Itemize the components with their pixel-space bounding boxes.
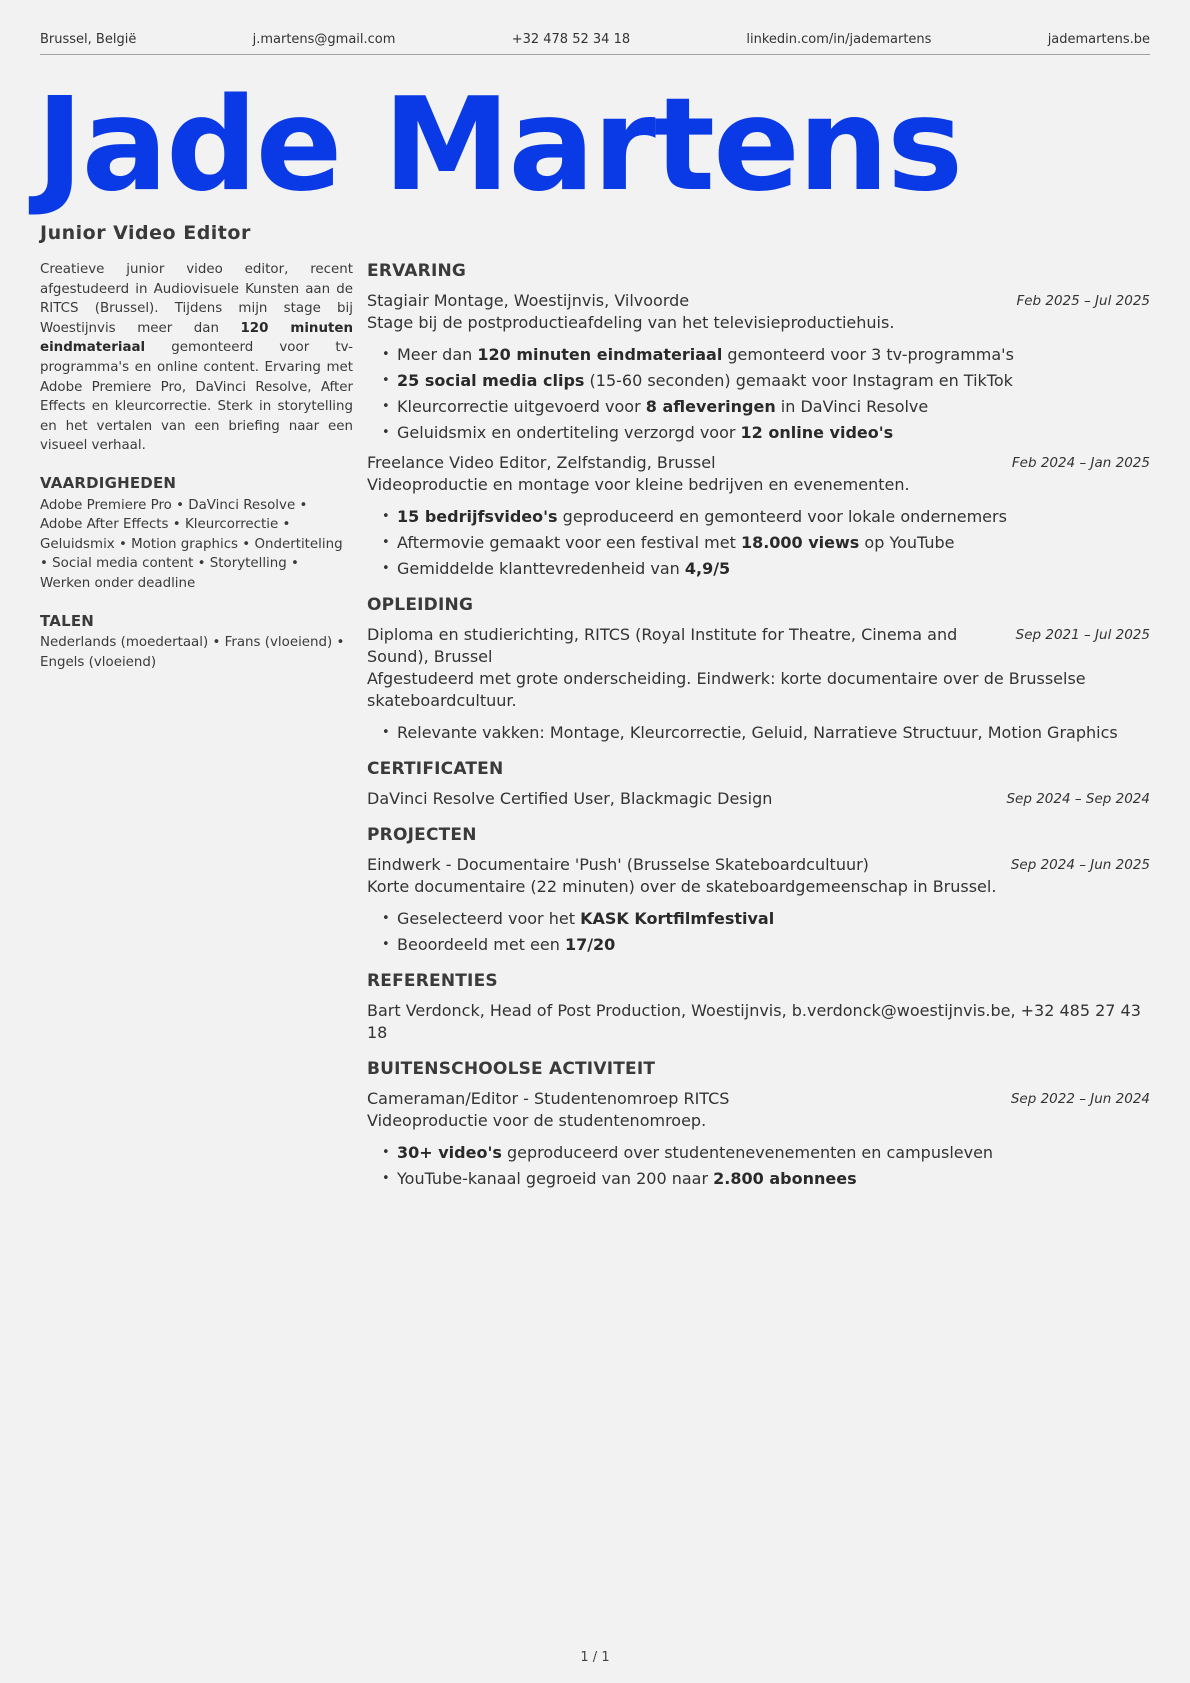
experience-heading: ERVARING — [367, 261, 467, 281]
skills-heading: VAARDIGHEDEN — [40, 473, 177, 492]
entry-title: Stagiair Montage, Woestijnvis, Vilvoorde — [367, 291, 690, 310]
extracurricular-heading: BUITENSCHOOLSE ACTIVITEIT — [367, 1059, 656, 1079]
extracurricular-section — [367, 1058, 1150, 1190]
skills-list: Adobe Premiere Pro • DaVinci Resolve • Adobe After Effects • Kleurcorrectie • Geluidsmix • Motion graphics • Ondertiteling • Social media content • Storytelling • Werken onder deadline — [40, 497, 343, 591]
references-section — [367, 970, 1150, 1044]
contact-website[interactable]: jademartens.be — [1047, 32, 1150, 47]
bullet-item: • Gemiddelde klanttevredenheid van 4,9/5 — [397, 558, 1150, 580]
bullet-item: • Beoordeeld met een 17/20 — [397, 934, 1150, 956]
entry-date: Sep 2021 – Jul 2025 — [1015, 627, 1150, 643]
entry-description: Afgestudeerd met grote onderscheiding. Eindwerk: korte documentaire over de Brusselse skateboardcultuur. — [367, 669, 1086, 710]
bullet-item: • Relevante vakken: Montage, Kleurcorrectie, Geluid, Narratieve Structuur, Motion Graphics — [397, 722, 1150, 744]
summary: Creatieve junior video editor, recent afgestudeerd in Audiovisuele Kunsten aan de RITCS (Brussel). Tijdens mijn stage bij Woestijnvis meer dan 120 minuten eindmateriaal gemonteerd voor tv-programma's en online content. Ervaring met Adobe Premiere Pro, DaVinci Resolve, After Effects en kleurcorrectie. Sterk in storytelling en het vertalen van een briefing naar een visueel verhaal. — [40, 262, 353, 454]
bullet-item: • 30+ video's geproduceerd over studentenevenementen en campusleven — [397, 1142, 1150, 1164]
bullet-item: • Geluidsmix en ondertiteling verzorgd voor 12 online video's — [397, 422, 1150, 444]
contact-linkedin[interactable]: linkedin.com/in/jademartens — [746, 32, 932, 47]
entry-date: Feb 2025 – Jul 2025 — [1016, 293, 1150, 309]
entry-description: Videoproductie voor de studentenomroep. — [367, 1111, 707, 1130]
projects-heading: PROJECTEN — [367, 825, 477, 845]
contact-location: Brussel, België — [40, 32, 137, 47]
bullet-item: • 15 bedrijfsvideo's geproduceerd en gemonteerd voor lokale ondernemers — [397, 506, 1150, 528]
certificates-section — [367, 758, 1150, 810]
bullet-item: • Geselecteerd voor het KASK Kortfilmfestival — [397, 908, 1150, 930]
reference-text: Bart Verdonck, Head of Post Production, Woestijnvis, b.verdonck@woestijnvis.be, +32 485 27 43 18 — [367, 1001, 1141, 1042]
entry-title: DaVinci Resolve Certified User, Blackmagic Design — [367, 789, 773, 808]
entry-date: Sep 2024 – Jun 2025 — [1010, 857, 1150, 873]
entry-description: Korte documentaire (22 minuten) over de skateboardgemeenschap in Brussel. — [367, 877, 997, 896]
left-column — [40, 260, 353, 672]
bullet-item: • YouTube-kanaal gegroeid van 200 naar 2.800 abonnees — [397, 1168, 1150, 1190]
experience-section — [367, 260, 1150, 580]
page-number: 1 / 1 — [580, 1650, 610, 1665]
experience-entry — [367, 452, 1150, 580]
contact-phone[interactable]: +32 478 52 34 18 — [511, 32, 631, 47]
entry-title: Freelance Video Editor, Zelfstandig, Brussel — [367, 453, 716, 472]
languages-heading: TALEN — [40, 611, 95, 630]
certificates-heading: CERTIFICATEN — [367, 759, 504, 779]
education-heading: OPLEIDING — [367, 595, 474, 615]
bullet-item: • 25 social media clips (15-60 seconden) gemaakt voor Instagram en TikTok — [397, 370, 1150, 392]
right-column — [367, 260, 1150, 1204]
bullet-item: • Kleurcorrectie uitgevoerd voor 8 afleveringen in DaVinci Resolve — [397, 396, 1150, 418]
contact-email[interactable]: j.martens@gmail.com — [252, 32, 396, 47]
projects-section — [367, 824, 1150, 956]
experience-entry — [367, 290, 1150, 444]
entry-title: Eindwerk - Documentaire 'Push' (Brusselse Skateboardcultuur) — [367, 855, 869, 874]
entry-title: Cameraman/Editor - Studentenomroep RITCS — [367, 1089, 730, 1108]
entry-description: Stage bij de postproductieafdeling van het televisieproductiehuis. — [367, 313, 895, 332]
education-section — [367, 594, 1150, 744]
bullet-item: • Aftermovie gemaakt voor een festival met 18.000 views op YouTube — [397, 532, 1150, 554]
entry-date: Feb 2024 – Jan 2025 — [1011, 455, 1150, 471]
contact-bar — [40, 32, 1150, 55]
entry-date: Sep 2022 – Jun 2024 — [1010, 1091, 1150, 1107]
candidate-name: Jade Martens — [36, 71, 962, 220]
entry-title: Diploma en studierichting, RITCS (Royal Institute for Theatre, Cinema and Sound), Brussel — [367, 625, 958, 666]
references-heading: REFERENTIES — [367, 971, 498, 991]
languages-list: Nederlands (moedertaal) • Frans (vloeiend) • Engels (vloeiend) — [40, 635, 345, 670]
job-title: Junior Video Editor — [40, 222, 251, 244]
entry-date: Sep 2024 – Sep 2024 — [1006, 791, 1150, 807]
entry-description: Videoproductie en montage voor kleine bedrijven en evenementen. — [367, 475, 910, 494]
bullet-item: • Meer dan 120 minuten eindmateriaal gemonteerd voor 3 tv-programma's — [397, 344, 1150, 366]
